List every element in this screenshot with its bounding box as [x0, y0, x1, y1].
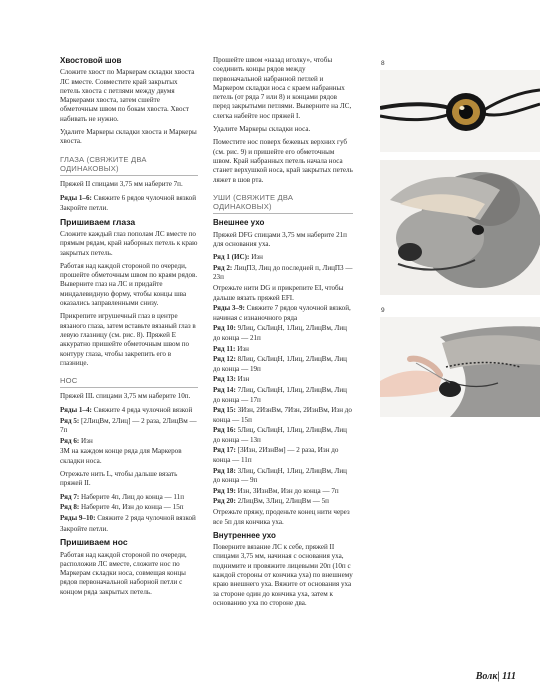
- row-label: Ряды 1–6:: [60, 193, 92, 202]
- row-text: Свяжите 4 ряда чулочной вязкой: [93, 405, 193, 414]
- ears-section-title: УШИ (СВЯЖИТЕ ДВА ОДИНАКОВЫХ): [213, 193, 353, 215]
- page-footer: Волк| 111: [475, 671, 516, 682]
- nose-continue-paragraph-3: Поместите нос поверх бежевых верхних губ (см. рис. 9) и пришейте его обметочным швом. Край набранных петель начала носа станет верхушкой носа, край закрытых петель ляжет в шов рта.: [213, 138, 353, 184]
- outer-ear-row: [213, 406, 353, 425]
- figure-9-photo: [380, 317, 540, 417]
- nose-row-6: [60, 437, 198, 446]
- outer-ear-row: [213, 487, 353, 496]
- row-label: Ряд 2:: [213, 264, 233, 273]
- wolf-head-photo: [380, 160, 540, 295]
- outer-ear-row: [213, 324, 353, 343]
- eyes-close: Закройте петли.: [60, 204, 109, 213]
- outer-ear-heading: Внешнее ухо: [213, 218, 265, 228]
- row-text: Изн: [251, 253, 263, 262]
- outer-ear-row: [213, 264, 353, 283]
- row-label: Ряд 5:: [60, 416, 80, 425]
- inner-ear-heading: Внутреннее ухо: [213, 530, 276, 540]
- tail-heading: Хвостовой шов: [60, 56, 122, 65]
- nose-rows-9-10: [60, 514, 198, 523]
- outer-ear-row: [213, 426, 353, 445]
- outer-ear-rows: [213, 253, 353, 506]
- outer-ear-row: [213, 253, 353, 262]
- row-text: Свяжите 7 рядов чулочной вязкой, начиная с изнаночного ряда: [213, 304, 351, 322]
- row-label: Ряд 20:: [213, 497, 236, 506]
- row-label: Ряд 6:: [60, 436, 80, 445]
- row-label: Ряд 7:: [60, 492, 80, 501]
- row-label: Ряд 14:: [213, 386, 236, 395]
- tail-paragraph-2: Удалите Маркеры складки хвоста и Маркеры хвоста.: [60, 128, 197, 146]
- nose-cut-note: Отрежьте нить L, чтобы дальше вязать пряжей II.: [60, 469, 178, 488]
- row-text: Свяжите 2 ряда чулочной вязкой: [97, 514, 196, 523]
- inner-ear-paragraph-1: Поверните вязание ЛС к себе, пряжей II спицами 3,75 мм, начиная с основания уха, поднимите и провяжите лицевыми 20п (10п с каждой стороны от кончика уха) по внешнему краю внешнего уха. Вяжите от основания уха за стороне один до кончика уха, затем к основанию уха по стороне два.: [213, 543, 353, 607]
- nose-row-8: [60, 503, 198, 512]
- outer-ear-row: [213, 446, 353, 465]
- row-label: Ряд 11:: [213, 344, 236, 353]
- outer-ear-row: [213, 375, 353, 384]
- outer-ear-row: [213, 345, 353, 354]
- row-label: Ряд 8:: [60, 503, 80, 512]
- nose-continue-paragraph-2: Удалите Маркеры складки носа.: [213, 125, 311, 134]
- attach-eyes-paragraph-2: Работая над каждой стороной по очереди, прошейте обметочным швом по краям рядов. Выверните глаз на ЛС и придайте миндалевидную форму, чтобы концы шва оказались заправленными снизу.: [60, 261, 198, 308]
- row-text: [2ЛицВм, 2Лиц] — 2 раза, 2ЛицВм — 7п: [60, 416, 197, 434]
- middle-column: [213, 56, 353, 612]
- tail-paragraph-1: Сложите хвост по Маркерам складки хвоста ЛС вместе. Совместите край закрытых петель хвоста с петлями между двумя Маркерами хвоста, затем сшейте обметочным швом по бокам хвоста. Хвост набивать не нужно.: [60, 68, 195, 123]
- outer-ear-row: [213, 355, 353, 374]
- attach-eyes-heading: Пришиваем глаза: [60, 216, 136, 227]
- outer-ear-row: [213, 304, 353, 323]
- row-text: ЛицП3, Лиц до последней п, ЛицП3 — 23п: [213, 264, 353, 282]
- row-label: Ряд 16:: [213, 426, 236, 435]
- left-column: [60, 56, 198, 601]
- row-text: Свяжите 6 рядов чулочной вязкой: [93, 193, 196, 202]
- row-text: 7Лиц, СкЛицН, 1Лиц, 2ЛицВм, Лиц до конца — 17п: [213, 386, 347, 404]
- row-text: Наберите 4п, Изн до конца — 15п: [81, 503, 184, 512]
- row-label: Ряд 18:: [213, 466, 236, 475]
- outer-ear-row: [213, 467, 353, 486]
- nose-section-title: НОС: [60, 376, 198, 388]
- nose-marker-note: ЗМ на каждом конце ряда для Маркеров складки носа.: [60, 447, 182, 465]
- outer-ear-intro: Пряжей DFG спицами 3,75 мм наберите 21п для основания уха.: [213, 230, 347, 249]
- outer-ear-row: [213, 497, 353, 506]
- attach-nose-paragraph-1: Работая над каждой стороной по очереди, расположив ЛС вместе, сложите нос по Маркерам складки носа, совмещая концы рядов первоначальной наборной петли с концом ряда закрытых петель.: [60, 550, 187, 596]
- nose-continue-paragraph-1: Прошейте швом «назад иголку», чтобы соединить концы рядов между первоначальной набранной петлей и Маркером складки носа с краем набранных петель (от ряда 7 или 8) и концами рядов перед закрытыми петлями. Выверните на ЛС, слегка набейте нос пряжей I.: [213, 56, 352, 120]
- row-text: 5Лиц, СкЛицН, 1Лиц, 2ЛицВм, Лиц до конца — 13п: [213, 426, 347, 444]
- row-text: 8Лиц, СкЛицН, 1Лиц, 2ЛицВм, Лиц до конца — 19п: [213, 355, 347, 373]
- row-text: [3Изн, 2ИзнВм] — 2 раза, Изн до конца — 11п: [213, 446, 339, 464]
- row-text: Изн: [237, 375, 250, 384]
- row-label: Ряды 3–9:: [213, 304, 245, 313]
- row-text: Изн: [237, 344, 249, 353]
- attach-eyes-paragraph-3: Прикрепите игрушечный глаз в центре вязаного глаза, затем вставьте вязаный глаз в левую глазницу (см. рис. 8). Пряжей E аккуратно пришейте обметочным швом по контуру глаза, чтобы закрепить его в глазнице.: [60, 312, 196, 367]
- nose-rows-1-4: [60, 406, 198, 415]
- row-label: Ряд 15:: [213, 406, 236, 415]
- figure-8-photo: [380, 70, 540, 152]
- row-text: Отрежьте нити DG и прикрепите EI, чтобы дальше вязать пряжей EFI.: [213, 284, 344, 302]
- row-text: 2ЛицВм, 3Лиц, 2ЛицВм — 5п: [237, 497, 329, 506]
- attach-nose-heading: Пришиваем нос: [60, 537, 128, 548]
- outer-ear-row: [213, 284, 353, 303]
- row-text: 3Изн, 2ИзнВм, 7Изн, 2ИзнВм, Изн до конца — 15п: [213, 406, 352, 424]
- row-text: Изн, 3ИзнВм, Изн до конца — 7п: [237, 486, 339, 495]
- eyes-intro: Пряжей II спицами 3,75 мм наберите 7п.: [60, 180, 183, 189]
- nose-row-7: [60, 493, 198, 502]
- nose-intro: Пряжей IIL спицами 3,75 мм наберите 10п.: [60, 392, 191, 401]
- figure-8-number: 8: [381, 60, 385, 67]
- row-label: Ряд 1 (ИС):: [213, 253, 250, 262]
- row-label: Ряд 13:: [213, 375, 236, 384]
- nose-close: Закройте петли.: [60, 524, 109, 533]
- nose-row-5: [60, 417, 198, 436]
- row-text: Изн: [81, 436, 93, 445]
- outer-ear-cut: Отрежьте пряжу, проденьте конец нити через все 5п для кончика уха.: [213, 508, 350, 526]
- row-label: Ряд 19:: [213, 486, 236, 495]
- row-label: Ряд 10:: [213, 324, 236, 333]
- attach-eyes-paragraph-1: Сложите каждый глаз пополам ЛС вместе по прямым рядам, край наборных петель к краю закрытых петель.: [60, 229, 198, 257]
- row-text: 9Лиц, СкЛицН, 1Лиц, 2ЛицВм, Лиц до конца — 21п: [213, 324, 347, 342]
- row-label: Ряд 17:: [213, 446, 236, 455]
- row-label: Ряд 12:: [213, 355, 236, 364]
- figure-9-number: 9: [381, 307, 385, 314]
- row-label: Ряды 1–4:: [60, 405, 92, 414]
- outer-ear-row: [213, 386, 353, 405]
- eyes-rows: [60, 194, 198, 203]
- row-text: 3Лиц, СкЛицН, 1Лиц, 2ЛицВм, Лиц до конца — 9п: [213, 466, 347, 484]
- row-text: Наберите 4п, Лиц до конца — 11п: [81, 492, 184, 501]
- eyes-section-title: ГЛАЗА (СВЯЖИТЕ ДВА ОДИНАКОВЫХ): [60, 155, 198, 177]
- row-label: Ряды 9–10:: [60, 514, 96, 523]
